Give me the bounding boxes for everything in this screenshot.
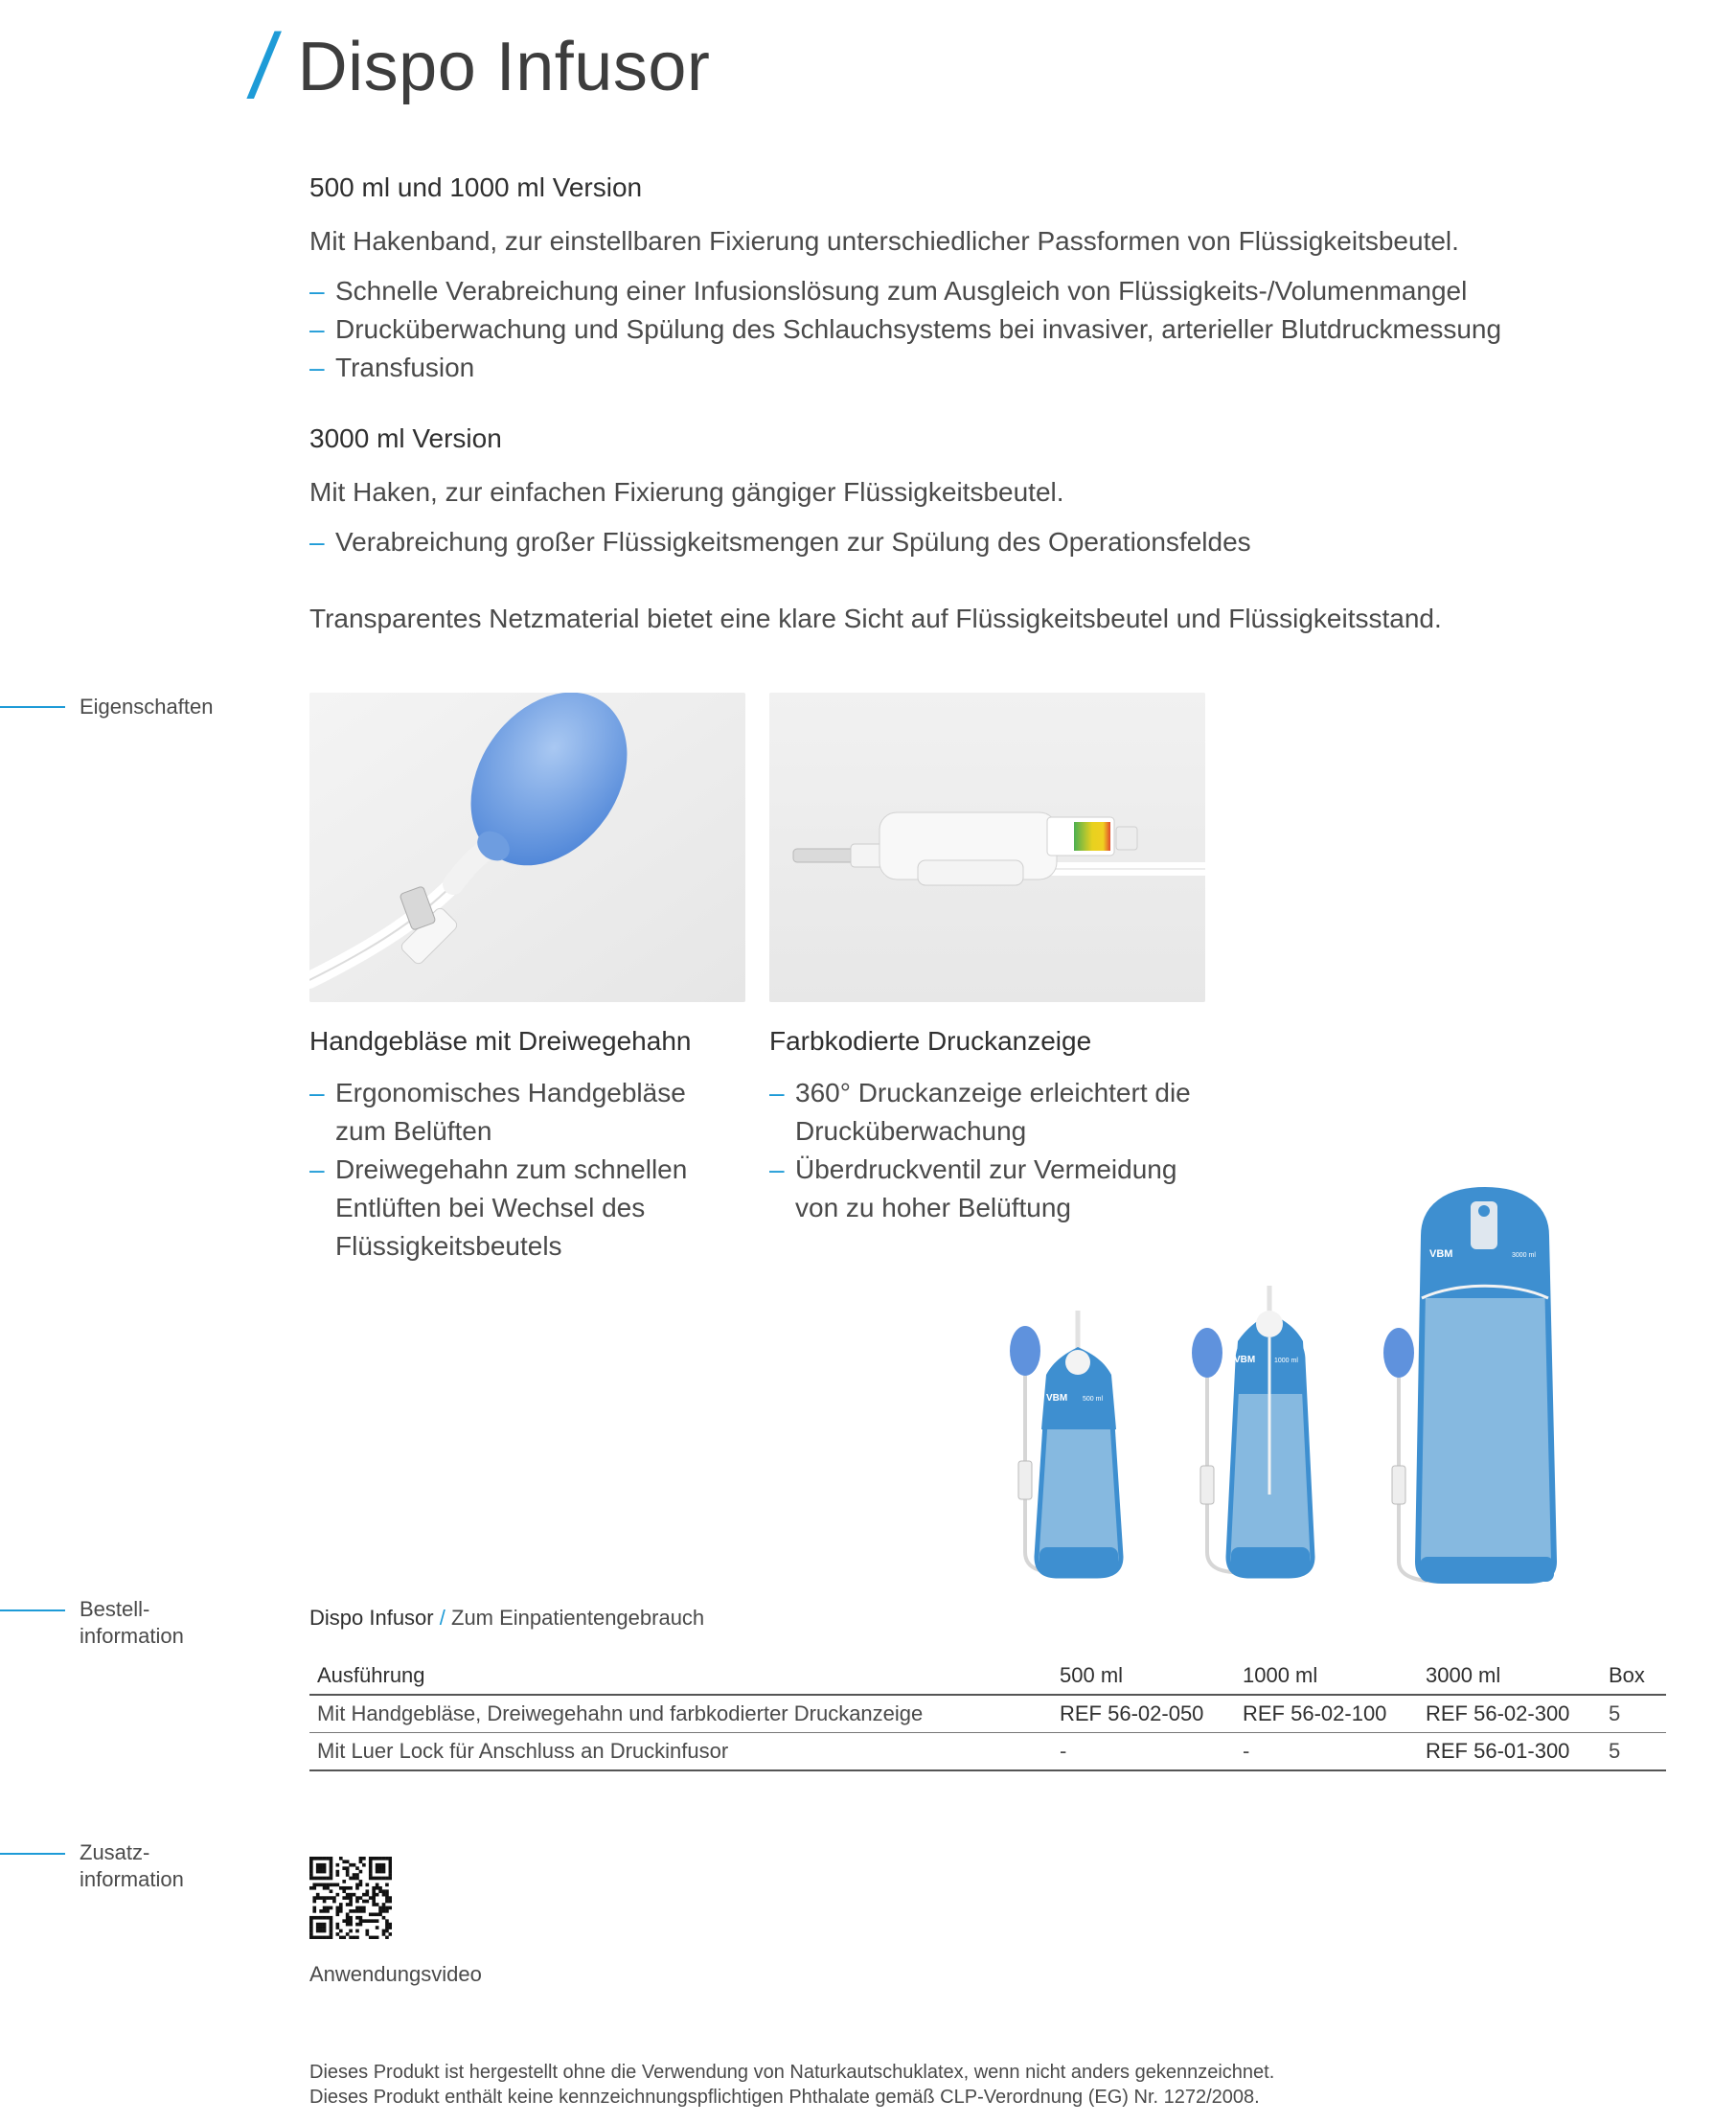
caption-slash-icon: /	[439, 1606, 445, 1630]
table-cell: REF 56-02-100	[1235, 1695, 1418, 1733]
column-header: Ausführung	[309, 1657, 1052, 1695]
brand-label: VBM	[1429, 1248, 1453, 1260]
list-item: – Drucküberwachung und Spülung des Schlauchsystems bei invasiver, arterieller Blutdruckmessung	[309, 310, 1555, 349]
section-label-zusatzinformation	[80, 1839, 184, 1893]
volume-label-3000: 3000 ml	[1512, 1252, 1536, 1259]
hand-bulb-image	[309, 693, 745, 1002]
table-header-row	[309, 1657, 1666, 1695]
order-table-caption	[309, 1606, 704, 1631]
table-cell: -	[1235, 1733, 1418, 1771]
column-header: Box	[1601, 1657, 1666, 1695]
section-label-line: Bestell-	[80, 1597, 150, 1621]
column-header: 3000 ml	[1418, 1657, 1601, 1695]
list-item: – Schnelle Verabreichung einer Infusionslösung zum Ausgleich von Flüssigkeits-/Volumenmangel	[309, 272, 1555, 310]
table-row	[309, 1695, 1666, 1733]
section-divider	[0, 1609, 65, 1611]
table-cell: Mit Luer Lock für Anschluss an Druckinfusor	[309, 1733, 1052, 1771]
infusor-500-ml	[1010, 1311, 1121, 1576]
version-2-list	[309, 523, 1555, 561]
table-row	[309, 1733, 1666, 1771]
brand-label: VBM	[1046, 1393, 1068, 1404]
volume-label-1000: 1000 ml	[1274, 1358, 1298, 1364]
version-1-list	[309, 272, 1555, 387]
version-2-text: Mit Haken, zur einfachen Fixierung gängiger Flüssigkeitsbeutel.	[309, 477, 1064, 507]
table-cell: REF 56-02-050	[1052, 1695, 1235, 1733]
pressure-gauge-photo	[769, 693, 1205, 1002]
section-label-line: Zusatz-	[80, 1840, 150, 1864]
brand-label: VBM	[1234, 1355, 1256, 1365]
section-label-bestellinformation	[80, 1596, 184, 1650]
table-cell: 5	[1601, 1695, 1666, 1733]
table-cell: REF 56-02-300	[1418, 1695, 1601, 1733]
product-family-image	[987, 1178, 1581, 1600]
list-item: – Transfusion	[309, 349, 1555, 387]
list-item: – Verabreichung großer Flüssigkeitsmengen zur Spülung des Operationsfeldes	[309, 523, 1555, 561]
list-item: – 360° Druckanzeige erleichtert die Drucküberwachung	[769, 1074, 1220, 1151]
version-1-text: Mit Hakenband, zur einstellbaren Fixierung unterschiedlicher Passformen von Flüssigkeitsbeutel.	[309, 226, 1459, 256]
page-header	[243, 15, 711, 118]
qr-code-icon[interactable]	[309, 1857, 392, 1939]
pressure-gauge-image	[769, 693, 1205, 1002]
list-item: – Ergonomisches Handgebläse zum Belüften	[309, 1074, 731, 1151]
section-divider	[0, 1853, 65, 1855]
feature-2-heading: Farbkodierte Druckanzeige	[769, 1026, 1092, 1056]
order-subtitle: Zum Einpatientengebrauch	[451, 1606, 705, 1630]
table-cell: -	[1052, 1733, 1235, 1771]
section-label-line: information	[80, 1624, 184, 1648]
footer-line: Dieses Produkt ist hergestellt ohne die Verwendung von Naturkautschuklatex, wenn nicht anders gekennzeichnet.	[309, 2062, 1275, 2083]
column-header: 1000 ml	[1235, 1657, 1418, 1695]
list-item: – Dreiwegehahn zum schnellen Entlüften bei Wechsel des Flüssigkeitsbeutels	[309, 1151, 731, 1266]
table-cell: REF 56-01-300	[1418, 1733, 1601, 1771]
infusor-3000-ml	[1383, 1190, 1554, 1582]
feature-1-list	[309, 1074, 731, 1266]
column-header: 500 ml	[1052, 1657, 1235, 1695]
mesh-note: Transparentes Netzmaterial bietet eine klare Sicht auf Flüssigkeitsbeutel und Flüssigkeitsstand.	[309, 604, 1442, 633]
table-cell: Mit Handgebläse, Dreiwegehahn und farbkodierter Druckanzeige	[309, 1695, 1052, 1733]
table-cell: 5	[1601, 1733, 1666, 1771]
feature-1-heading: Handgebläse mit Dreiwegehahn	[309, 1026, 692, 1056]
footer-notes	[309, 2060, 1274, 2110]
version-1-heading: 500 ml und 1000 ml Version	[309, 172, 643, 202]
infusor-1000-ml	[1192, 1286, 1313, 1576]
section-label-eigenschaften: Eigenschaften	[80, 695, 214, 719]
title-slash-icon: /	[243, 15, 285, 118]
section-label-line: information	[80, 1867, 184, 1891]
qr-caption: Anwendungsvideo	[309, 1962, 482, 1986]
volume-label-500: 500 ml	[1083, 1396, 1104, 1403]
footer-line: Dieses Produkt enthält keine kennzeichnungspflichtigen Phthalate gemäß CLP-Verordnung (EG) Nr. 1272/2008.	[309, 2087, 1260, 2108]
version-2-heading: 3000 ml Version	[309, 423, 502, 453]
order-table	[309, 1657, 1666, 1771]
hand-bulb-photo	[309, 693, 745, 1002]
section-divider	[0, 706, 65, 708]
page-title: Dispo Infusor	[297, 29, 711, 105]
list-item: – Überdruckventil zur Vermeidung von zu hoher Belüftung	[769, 1151, 1220, 1227]
order-title: Dispo Infusor	[309, 1606, 434, 1630]
